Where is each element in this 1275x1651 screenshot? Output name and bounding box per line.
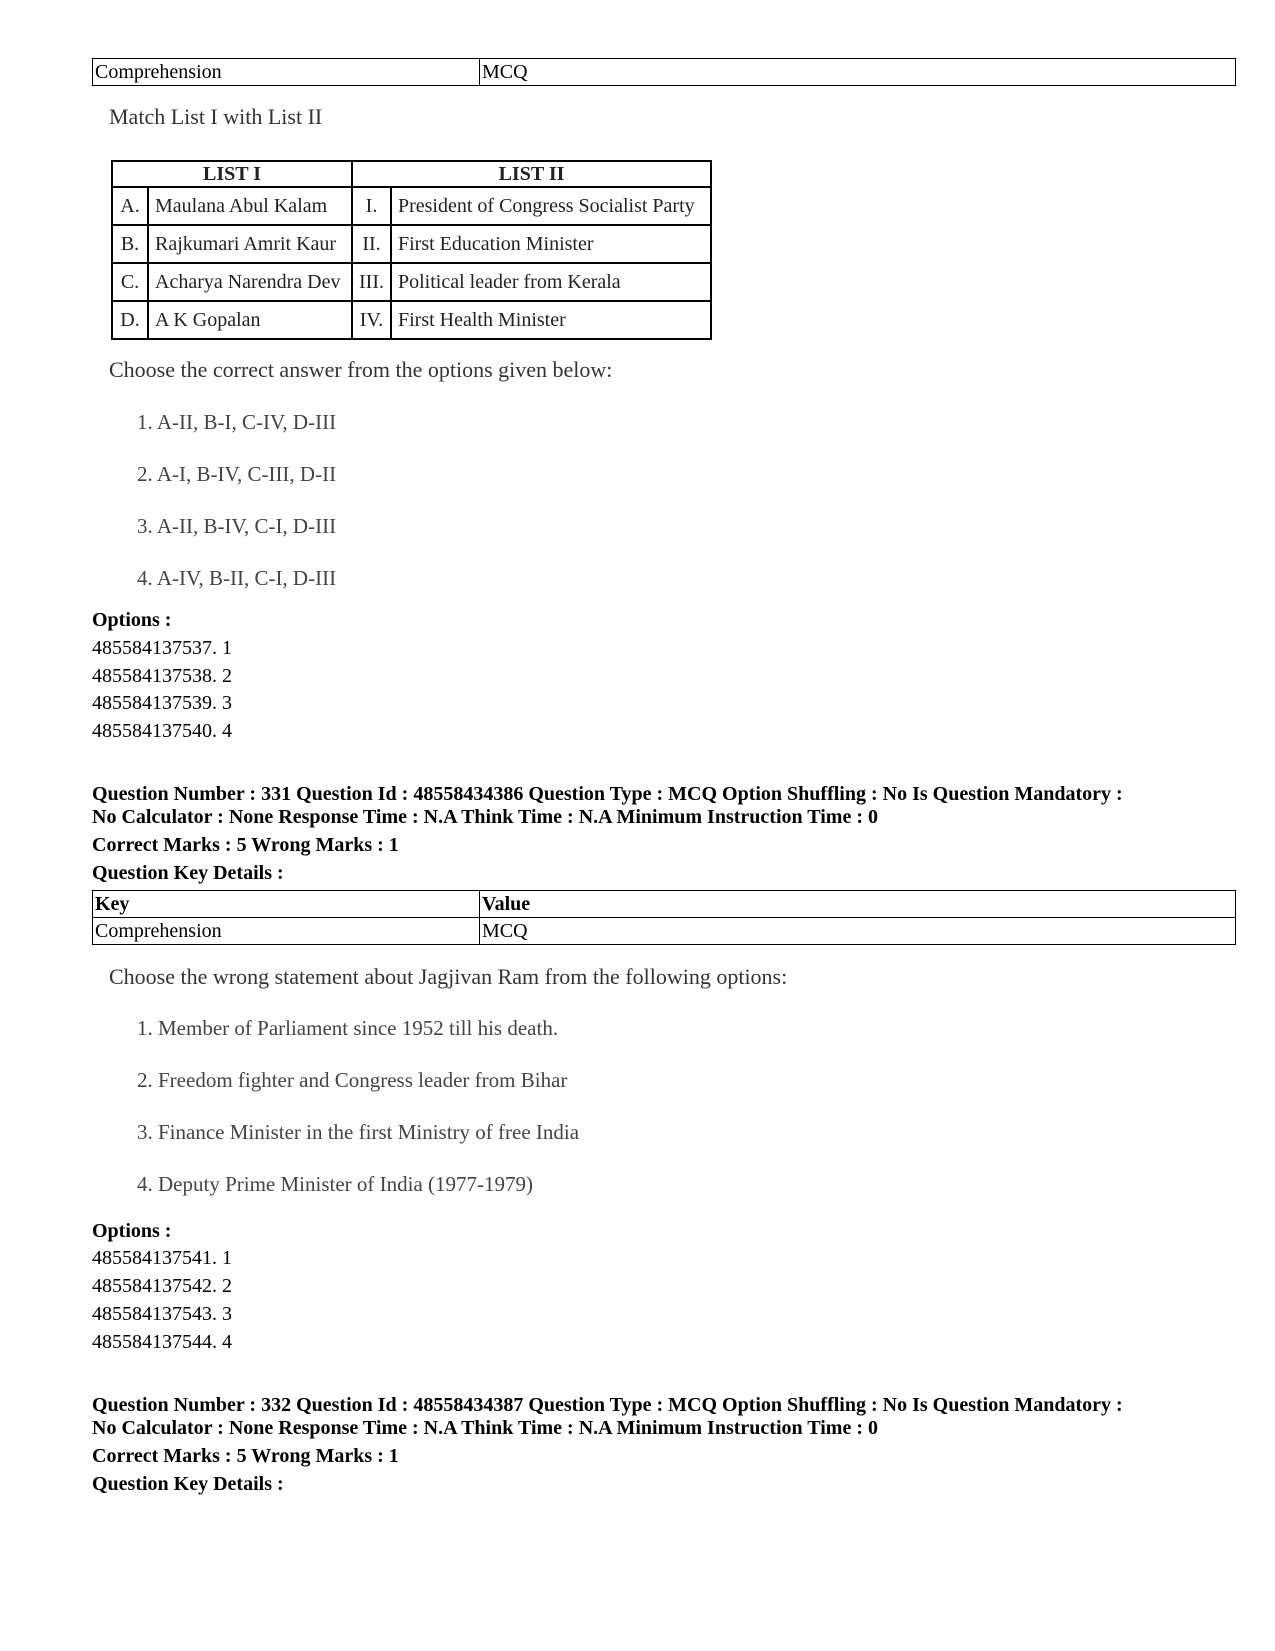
question-key-table: [92, 890, 1236, 945]
choice-3: 3. Finance Minister in the first Ministry of free India: [137, 1120, 580, 1144]
list1-item: Rajkumari Amrit Kaur: [148, 225, 352, 263]
option-id-1: 485584137541. 1: [92, 1247, 232, 1269]
table-row: [93, 918, 1236, 945]
question-meta-line2: No Calculator : None Response Time : N.A Think Time : N.A Minimum Instruction Time : 0: [92, 806, 878, 828]
list2-item: First Health Minister: [391, 301, 711, 339]
match-instruction: Match List I with List II: [109, 104, 323, 129]
question-key-details-label: Question Key Details :: [92, 862, 284, 884]
row-letter: C.: [112, 263, 148, 301]
table-header-row: [93, 891, 1236, 918]
option-id-4: 485584137540. 4: [92, 720, 232, 742]
list1-item: Maulana Abul Kalam: [148, 187, 352, 225]
choice-4: 4. Deputy Prime Minister of India (1977-1979): [137, 1172, 534, 1196]
match-list-table: [111, 160, 712, 340]
question-key-table: [92, 58, 1236, 86]
value-cell: MCQ: [480, 918, 1236, 945]
list2-item: First Education Minister: [391, 225, 711, 263]
key-cell: Comprehension: [93, 918, 480, 945]
choice-2: 2. A-I, B-IV, C-III, D-II: [137, 462, 337, 486]
question-prompt: Choose the correct answer from the options given below:: [109, 357, 613, 382]
list2-item: President of Congress Socialist Party: [391, 187, 711, 225]
question-marks: Correct Marks : 5 Wrong Marks : 1: [92, 834, 399, 856]
value-header: Value: [480, 891, 1236, 918]
list1-header: LIST I: [112, 161, 352, 187]
options-label: Options :: [92, 609, 172, 631]
option-id-1: 485584137537. 1: [92, 637, 232, 659]
choice-3: 3. A-II, B-IV, C-I, D-III: [137, 514, 337, 538]
question-prompt: Choose the wrong statement about Jagjivan Ram from the following options:: [109, 964, 788, 989]
choice-2: 2. Freedom fighter and Congress leader from Bihar: [137, 1068, 568, 1092]
table-row: [93, 59, 1236, 86]
table-row: [112, 263, 711, 301]
choice-1: 1. A-II, B-I, C-IV, D-III: [137, 410, 337, 434]
option-id-3: 485584137539. 3: [92, 692, 232, 714]
option-id-2: 485584137538. 2: [92, 665, 232, 687]
row-letter: D.: [112, 301, 148, 339]
row-roman: III.: [352, 263, 391, 301]
table-row: [112, 301, 711, 339]
choice-1: 1. Member of Parliament since 1952 till his death.: [137, 1016, 559, 1040]
option-id-2: 485584137542. 2: [92, 1275, 232, 1297]
question-meta-line1: Question Number : 332 Question Id : 48558434387 Question Type : MCQ Option Shuffling : No Is Question Mandatory :: [92, 1394, 1123, 1416]
key-cell: Comprehension: [93, 59, 480, 86]
options-label: Options :: [92, 1220, 172, 1242]
row-roman: I.: [352, 187, 391, 225]
choice-4: 4. A-IV, B-II, C-I, D-III: [137, 566, 337, 590]
option-id-4: 485584137544. 4: [92, 1331, 232, 1353]
row-roman: II.: [352, 225, 391, 263]
row-roman: IV.: [352, 301, 391, 339]
table-row: [112, 225, 711, 263]
value-cell: MCQ: [480, 59, 1236, 86]
match-header-row: [112, 161, 711, 187]
list1-item: A K Gopalan: [148, 301, 352, 339]
row-letter: B.: [112, 225, 148, 263]
list1-item: Acharya Narendra Dev: [148, 263, 352, 301]
question-meta-line2: No Calculator : None Response Time : N.A Think Time : N.A Minimum Instruction Time : 0: [92, 1417, 878, 1439]
key-header: Key: [93, 891, 480, 918]
question-meta-line1: Question Number : 331 Question Id : 48558434386 Question Type : MCQ Option Shuffling : No Is Question Mandatory :: [92, 783, 1123, 805]
list2-item: Political leader from Kerala: [391, 263, 711, 301]
option-id-3: 485584137543. 3: [92, 1303, 232, 1325]
question-key-details-label: Question Key Details :: [92, 1473, 284, 1495]
question-marks: Correct Marks : 5 Wrong Marks : 1: [92, 1445, 399, 1467]
table-row: [112, 187, 711, 225]
list2-header: LIST II: [352, 161, 711, 187]
row-letter: A.: [112, 187, 148, 225]
